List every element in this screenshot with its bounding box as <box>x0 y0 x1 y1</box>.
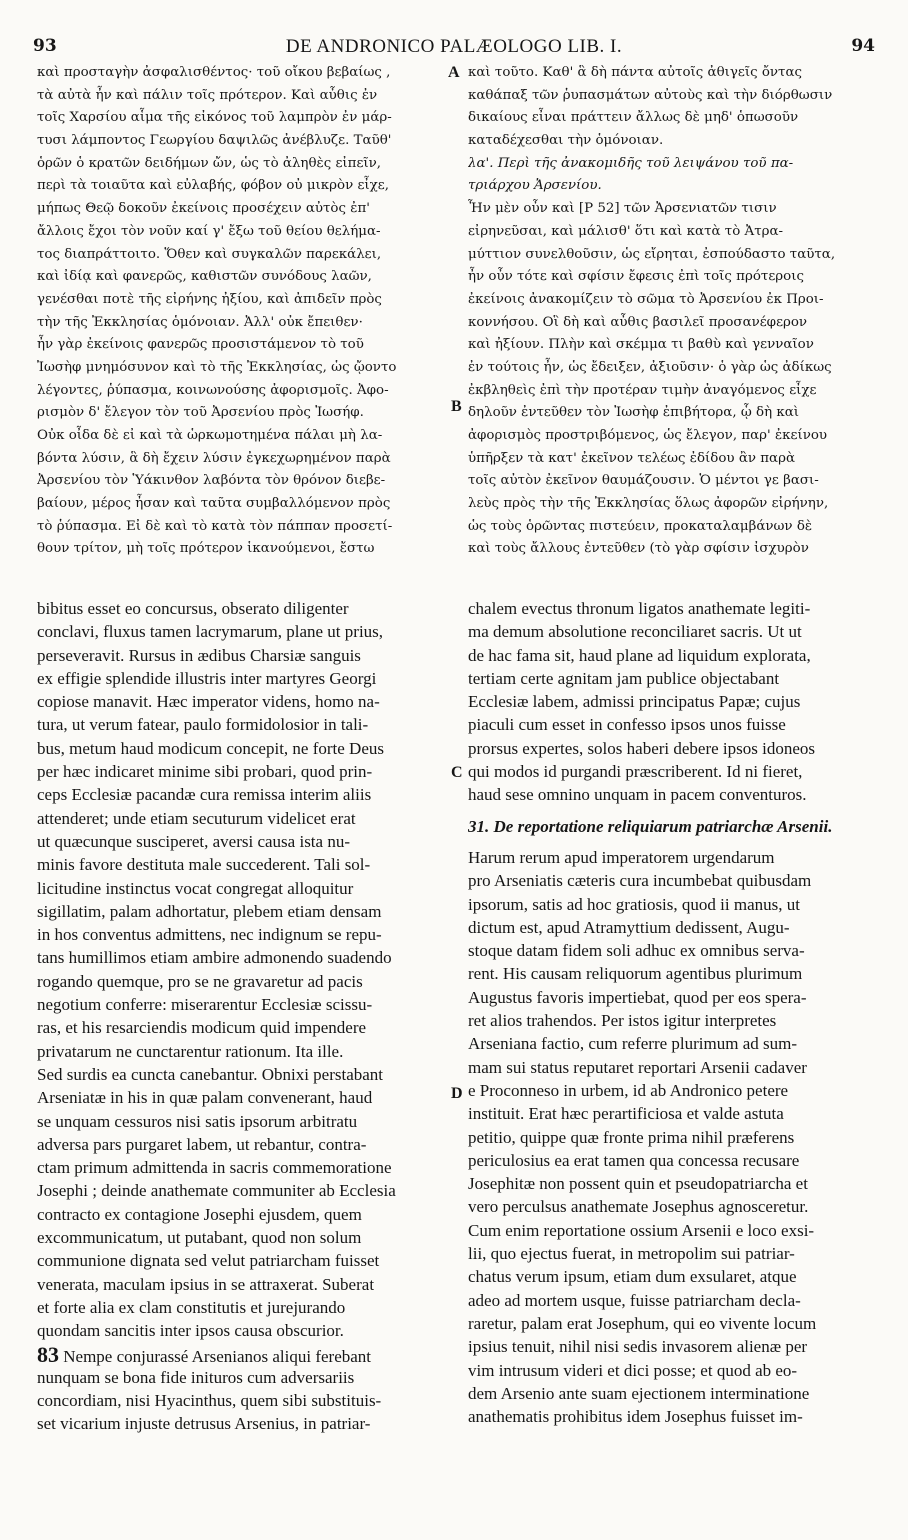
latin-text-fragment: Nempe conjurassé Arsenianos aliqui ferebant <box>59 1346 372 1366</box>
greek-text-line: μύττιον συνελθοῦσιν, ὡς εἴρηται, ἐσπούδαστο ταῦτα, <box>468 246 836 262</box>
latin-text-line: chatus verum ipsum, etiam dum exsularet, atque <box>468 1267 797 1287</box>
greek-column-right <box>468 62 876 578</box>
latin-text-line: venerata, maculam ipsius in se attraxerat. Suberat <box>37 1274 375 1294</box>
latin-text-line: ceps Ecclesiæ pacandæ cura remissa interim aliis <box>37 785 372 805</box>
latin-text-line: minis favore destituta male succederent. Tali sol- <box>37 855 371 875</box>
latin-text-line: ma demum absolutione reconciliaret sacris. Ut ut <box>468 622 802 642</box>
latin-text-line: periculosius ea erat tamen qua concessa recusare <box>468 1150 800 1170</box>
greek-text-line: ὡς τοὺς ὁρῶντας πιστεύειν, προκαταλαμβάνων δὲ <box>468 518 813 534</box>
latin-text-line: adversa pars purgaret labem, ut rebantur, contra- <box>37 1134 367 1154</box>
greek-section-heading: λα'. Περὶ τῆς ἀνακομιδῆς τοῦ λειψάνου τοῦ πα- <box>468 155 794 171</box>
page-header <box>33 36 875 60</box>
greek-text-line: ἐκείνοις ἀνακομίζειν τὸ σῶμα τὸ Ἀρσενίου ἐκ Προι- <box>468 291 824 307</box>
latin-text-line: contracto ex contagione Josephi ejusdem, quem <box>37 1204 362 1224</box>
latin-text-line <box>37 1389 445 1412</box>
greek-text-line: ἦν οὖν τότε καὶ σφίσιν ἔφεσις ἐπὶ τοῖς πρότεροις <box>468 269 804 285</box>
latin-text-line: ret alios trahendos. Per istos igitur interpretes <box>468 1011 777 1031</box>
latin-text-line: Arseniana factio, cum referre plurimum ad sum- <box>468 1034 798 1054</box>
latin-text-line: Augustus favoris impertiebat, quod per eos spera- <box>468 987 807 1007</box>
latin-text-line: negotium conferre: miserarentur Ecclesiæ scissu- <box>37 995 373 1015</box>
greek-text-line: τοῖς Χαρσίου αἷμα τῆς εἰκόνος τοῦ λαμπρὸν ἐν μάρ- <box>37 110 392 126</box>
greek-text-line: ρισμὸν δ' ἔλεγον τὸν τοῦ Ἀρσενίου πρὸς Ἰωσήφ. <box>37 405 364 421</box>
latin-text-line: petitio, quippe quæ fronte prima nihil præferens <box>468 1127 795 1147</box>
latin-text-line: tertiam certe agnitam jam publice objectabant <box>468 668 780 688</box>
latin-text-line: raretur, palam erat Josephum, qui eo vivente locum <box>468 1313 817 1333</box>
greek-text-line: ὑπῆρξεν τὰ κατ' ἐκεῖνον τελέως ἐδίδου ἂν παρὰ <box>468 450 796 466</box>
greek-text-line: μήπως Θεῷ δοκοῦν ἐκείνοις προσέχειν αὐτὸς ἐπ' <box>37 201 370 217</box>
running-title: DE ANDRONICO PALÆOLOGO LIB. I. <box>285 36 623 57</box>
greek-text-line: γενέσθαι ποτὲ τῆς εἰρήνης ἠξίου, καὶ ἀπιδεῖν πρὸς <box>37 291 382 307</box>
latin-text-line: dictum est, apud Atramyttium dedissent, Augu- <box>468 917 790 937</box>
greek-text-line: τὰ αὐτὰ ἦν καὶ πάλιν τοῖς πρότερον. Καὶ αὖθις ἐν <box>37 87 378 103</box>
latin-text-line: lii, quo ejectus fuerat, in metropolim sui patriar- <box>468 1244 795 1264</box>
latin-text-line: adeo ad mortem usque, fuisse patriarcham decla- <box>468 1290 801 1310</box>
greek-text-line: τυσι λάμποντος Γεωργίου δαψιλῶς ἀνέβλυζε. Ταῦθ' <box>37 133 392 149</box>
latin-text-line: attenderet; unde etiam secuturum videlicet erat <box>37 808 356 828</box>
greek-text-line: καὶ προσταγὴν ἀσφαλισθέντος· τοῦ οἴκου βεβαίως , <box>37 65 391 80</box>
margin-marker-a: A <box>448 64 460 81</box>
latin-text-line: ipsius tenuit, nihil nisi sedis invasorem alienæ per <box>468 1337 808 1357</box>
latin-text-line: copiose manavit. Hæc imperator videns, homo na- <box>37 692 380 712</box>
latin-text-line <box>37 1366 445 1389</box>
latin-text-line: ex effigie splendide illustris inter martyres Georgi <box>37 668 377 688</box>
latin-text-line: perseveravit. Rursus in ædibus Charsiæ sanguis <box>37 645 361 665</box>
greek-text-line: καὶ ἰδίᾳ καὶ φανερῶς, καθιστῶν συνόδους λαῶν, <box>37 269 372 285</box>
latin-text-line <box>37 1412 445 1435</box>
greek-text-line: τὴν τῆς Ἐκκλησίας ὁμόνοιαν. Ἀλλ' οὐκ ἔπειθεν· <box>37 314 363 330</box>
margin-marker-d: D <box>451 1085 463 1102</box>
latin-text-line: anathematis prohibitus idem Josephus fuisset im- <box>468 1407 803 1427</box>
greek-text-line: λεὺς πρὸς τὴν τῆς Ἐκκλησίας ὅλως ἀφορῶν εἰρήνην, <box>468 496 829 512</box>
latin-column-right <box>468 597 876 1517</box>
latin-text-line: Harum rerum apud imperatorem urgendarum <box>468 847 775 867</box>
latin-column-left <box>37 597 445 1517</box>
greek-text-line: θουν τρίτον, μὴ τοῖς πρότερον ἱκανούμενοι, ἔστω <box>37 541 375 557</box>
latin-text-line: e Proconneso in urbem, id ab Andronico petere <box>468 1080 789 1100</box>
greek-text-line: Οὐκ οἶδα δὲ εἰ καὶ τὰ ὡρκωμοτημένα πάλαι μὴ λα- <box>37 428 383 443</box>
greek-text-line: ἐν τούτοις ἦν, ὡς ἔδειξεν, ἀξιοῦσιν· ὁ γὰρ ὡς ἀδίκως <box>468 359 832 375</box>
latin-text-line: qui modos id purgandi præscriberent. Id ni fieret, <box>468 762 803 782</box>
greek-text-line: βόντα λύσιν, ἃ δὴ ἔχειν λύσιν ἐγκεχωρημένον παρὰ <box>37 450 391 466</box>
greek-column-left <box>37 62 445 578</box>
margin-marker-c: C <box>451 764 463 781</box>
greek-text-line: τος διαπράττοιτο. Ὅθεν καὶ συγκαλῶν παρεκάλει, <box>37 246 382 262</box>
greek-text-line: κοννήσου. Οἳ δὴ καὶ αὖθις βασιλεῖ προσανέφερον <box>468 314 808 330</box>
latin-text-line: quondam sancitis inter ipsos causa obscurior. <box>37 1321 344 1341</box>
latin-text-line: stoque datam fidem soli adhuc ex omnibus serva- <box>468 941 805 961</box>
greek-section-heading: τριάρχου Ἀρσενίου. <box>468 178 602 194</box>
latin-text-line: rogando quemque, pro se ne gravaretur ad pacis <box>37 971 363 991</box>
latin-text-line: bus, metum haud modicum concepit, ne forte Deus <box>37 738 384 758</box>
latin-text-line: chalem evectus thronum ligatos anathemate legiti- <box>468 599 811 618</box>
greek-text-line: Ἀρσενίου τὸν Ὑάκινθον λαβόντα τὸν θρόνον διεβε- <box>37 473 386 489</box>
greek-text-line: ἄλλοις ἔχοι τὸν νοῦν καί γ' ἔξω τοῦ θείου θελήμα- <box>37 223 381 239</box>
greek-text-line: τὸ ῥύπασμα. Εἰ δὲ καὶ τὸ κατὰ τὸν πάππαν προσετί- <box>37 518 393 534</box>
latin-text-line: vim intrusum videri et dici posse; et quod ab eo- <box>468 1360 798 1380</box>
latin-text-line: instituit. Erat hæc perartificiosa et valde astuta <box>468 1104 784 1124</box>
greek-text-line: καταδέχεσθαι τὴν ὁμόνοιαν. <box>468 133 664 149</box>
greek-text-line: βαίουν, μέρος ἦσαν καὶ ταῦτα συμβαλλόμενον πρὸς <box>37 496 391 512</box>
latin-text-line: Sed surdis ea cuncta canebantur. Obnixi perstabant <box>37 1064 384 1084</box>
latin-text-line: conclavi, fluxus tamen lacrymarum, plane ut prius, <box>37 622 384 642</box>
latin-text-line: Ecclesiæ labem, admissi principatus Papæ; cujus <box>468 692 801 712</box>
greek-text-line: καθάπαξ τῶν ῥυπασμάτων αὐτοὺς καὶ τὴν διόρθωσιν <box>468 87 833 103</box>
greek-text-line: καὶ ἠξίουν. Πλὴν καὶ σκέμμα τι βαθὺ καὶ γενναῖον <box>468 337 814 353</box>
latin-text-line: ut quæcunque susciperet, aversi causa ista nu- <box>37 831 350 851</box>
latin-text-line: Arseniatæ in his in quæ palam convenerant, haud <box>37 1088 373 1108</box>
latin-text-line: ipsorum, satis ad hoc gratiosis, quod ii manus, ut <box>468 894 800 914</box>
greek-text-line: ἦν γὰρ ἐκείνοις φανερῶς προσιστάμενον τὸ τοῦ <box>37 337 364 353</box>
margin-marker-b: B <box>451 398 462 415</box>
latin-text-line: prorsus expertes, solos haberi debere ipsos idoneos <box>468 738 816 758</box>
latin-section-heading: 31. De reportatione reliquiarum patriarchæ Arsenii. <box>468 816 833 836</box>
latin-text-line: rent. His causam reliquorum agentibus plurimum <box>468 964 803 984</box>
latin-text-line: excommunicatum, ut putabant, quod non solum <box>37 1228 362 1248</box>
greek-text-line: ἀφορισμὸς προστριβόμενος, ὡς ἔλεγον, παρ' ἐκείνου <box>468 428 828 443</box>
latin-text-fragment: nunquam se bona fide inituros cum adversariis <box>37 1367 355 1387</box>
latin-text-line <box>37 1343 445 1366</box>
latin-text-line: haud sese omnino unquam in pacem conventuros. <box>468 785 807 805</box>
latin-text-fragment: set vicarium injuste detrusus Arsenius, in patriar- <box>37 1414 371 1434</box>
greek-text-line: δικαίους εἶναι πράττειν ἄλλως δὲ μηδ' ὁπωσοῦν <box>468 110 799 126</box>
latin-text-line: ras, et his resarciendis modicum quid impendere <box>37 1018 367 1038</box>
greek-text-line: Ἰωσὴφ μνημόσυνον καὶ τὸ τῆς Ἐκκλησίας, ὡς ᾤοντο <box>37 359 397 375</box>
latin-text-fragment: concordiam, nisi Hyacinthus, quem sibi substituis- <box>37 1391 382 1411</box>
greek-text-line: λέγοντες, ῥύπασμα, κοινωνούσης ἀφορισμοῖς. Ἀφο- <box>37 382 389 398</box>
latin-text-line: Cum enim reportatione ossium Arsenii e loco exsi- <box>468 1220 815 1240</box>
latin-text-line: Josephitæ non possent quin et pseudopatriarcha et <box>468 1174 808 1194</box>
latin-text-line: vero perculsus anathemate Josephus agnosceretur. <box>468 1197 809 1217</box>
latin-text-line: pro Arseniatis cæteris cura incumbebat quibusdam <box>468 871 812 891</box>
greek-text-line: καὶ τοὺς ἄλλους ἐντεῦθεν (τὸ γὰρ σφίσιν ἰσχυρὸν <box>468 541 809 557</box>
latin-text-line: dem Arsenio ante suam ejectionem interminatione <box>468 1383 810 1403</box>
latin-text-line: tans humillimos etiam ambire admonendo suadendo <box>37 948 392 968</box>
latin-text-line: licitudine instinctus vocat congregat alloquitur <box>37 878 354 898</box>
latin-text-line: in hos conventus admittens, nec indignum se repu- <box>37 925 382 945</box>
greek-text-line: Ἦν μὲν οὖν καὶ [P 52] τῶν Ἀρσενιατῶν τισιν <box>468 201 777 217</box>
latin-text-line: bibitus esset eo concursus, obserato diligenter <box>37 599 349 618</box>
latin-text-line: ctam primum admittenda in sacris commemoratione <box>37 1158 392 1178</box>
latin-text-line: et forte alia ex clam constitutis et jurejurando <box>37 1297 346 1317</box>
latin-text-line: privatarum ne cunctarentur rationum. Ita ille. <box>37 1041 344 1061</box>
latin-text-line: mam sui status reputaret reportari Arsenii cadaver <box>468 1057 807 1077</box>
right-page-number: 94 <box>851 36 875 56</box>
latin-text-line: Josephi ; deinde anathemate communiter ab Ecclesia <box>37 1181 396 1201</box>
greek-text-line: ὁρῶν ὁ κρατῶν δειδήμων ὤν, ὡς τὸ ἀληθὲς εἰπεῖν, <box>37 155 382 171</box>
greek-text-line: εἰρηνεῦσαι, καὶ μάλισθ' ὅτι καὶ κατὰ τὸ Ἀτρα- <box>468 223 784 239</box>
greek-text-line: δηλοῦν ἐντεῦθεν τὸν Ἰωσὴφ ἐπιβήτορα, ᾧ δὴ καὶ <box>468 405 800 421</box>
latin-text-line: per hæc indicaret minime sibi probari, quod prin- <box>37 762 373 782</box>
greek-text-line: τοῖς αὐτὸν ἐκεῖνον θαυμάζουσιν. Ὁ μέντοι γε βασι- <box>468 473 819 489</box>
greek-text-line: καὶ τοῦτο. Καθ' ἃ δὴ πάντα αὐτοῖς ἀθιγεῖς ὄντας <box>468 65 803 80</box>
left-page-number: 93 <box>33 36 57 56</box>
latin-text-line: piaculi cum esset in confesso ipsos unos fuisse <box>468 715 786 735</box>
latin-text-line: de hac fama sit, haud plane ad liquidum explorata, <box>468 645 811 665</box>
latin-text-line: tura, ut verum fatear, paulo formidolosior in tali- <box>37 715 369 735</box>
folio-number: 83 <box>37 1342 59 1366</box>
greek-text-line: περὶ τὰ τοιαῦτα καὶ εὐλαβής, φόβον οὐ μικρὸν εἶχε, <box>37 178 389 194</box>
latin-text-line: se unquam cessuros nisi satis ipsorum arbitratu <box>37 1111 358 1131</box>
greek-text-line: ἐκβληθεὶς ἐπὶ τὴν προτέραν τιμὴν ἀναγόμενος εἶχε <box>468 382 817 398</box>
latin-text-line: sigillatim, palam adhortatur, plebem etiam densam <box>37 901 382 921</box>
latin-text-line: communione dignata sed velut patriarcham fuisset <box>37 1251 380 1271</box>
